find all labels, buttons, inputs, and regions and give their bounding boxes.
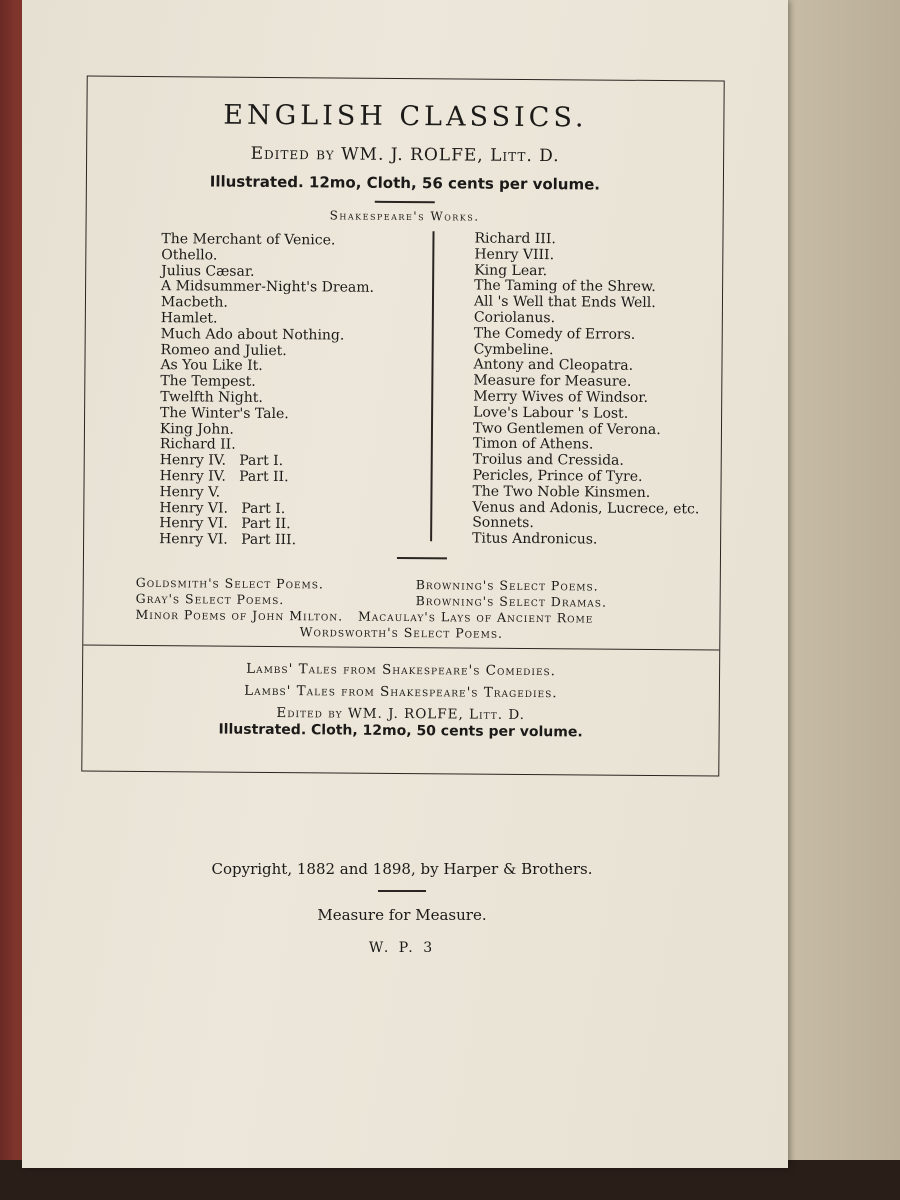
list-item: Antony and Cleopatra.	[473, 356, 634, 375]
list-item: Browning's Select Poems.	[415, 577, 599, 594]
list-item: Henry VI. Part I.	[159, 499, 286, 517]
list-item: Troilus and Cressida.	[472, 451, 624, 469]
works-heading: Shakespeare's Works.	[329, 208, 480, 224]
list-item: Pericles, Prince of Tyre.	[472, 467, 643, 485]
copyright-rule	[378, 890, 426, 892]
list-item: Julius Cæsar.	[161, 262, 255, 280]
copyright-line: Copyright, 1882 and 1898, by Harper & Brothers.	[211, 860, 593, 878]
poems-left	[136, 575, 324, 608]
left-play-list	[159, 232, 431, 550]
play-title: Measure for Measure.	[317, 906, 487, 924]
list-item: Hamlet.	[160, 310, 218, 327]
list-item: Henry VI. Part II.	[159, 515, 291, 533]
list-item: The Winter's Tale.	[160, 404, 289, 422]
list-item: Gray's Select Poems.	[135, 590, 285, 608]
list-item: The Two Noble Kinsmen.	[472, 483, 651, 501]
right-play-list	[472, 232, 724, 550]
list-item: Two Gentlemen of Verona.	[472, 420, 661, 438]
signature-mark: W. P. 3	[368, 940, 436, 956]
list-item: Love's Labour 's Lost.	[473, 404, 629, 422]
list-item: Sonnets.	[472, 514, 534, 532]
list-item: All 's Well that Ends Well.	[473, 293, 656, 312]
price-line-2: Illustrated. Cloth, 12mo, 50 cents per volume.	[218, 721, 583, 741]
list-item: Coriolanus.	[473, 309, 556, 327]
price-line: Illustrated. 12mo, Cloth, 56 cents per volume.	[209, 172, 601, 194]
title-rule	[375, 201, 435, 203]
list-item: Merry Wives of Windsor.	[473, 388, 648, 406]
list-item: The Tempest.	[160, 373, 256, 391]
list-item: King Lear.	[474, 262, 548, 279]
list-item: The Comedy of Errors.	[473, 325, 636, 343]
poems-center-line: Wordsworth's Select Poems.	[299, 624, 504, 641]
list-item: The Taming of the Shrew.	[474, 277, 656, 296]
list-item: Edited by WM. J. ROLFE, Litt. D.	[276, 705, 526, 723]
list-item: King John.	[159, 420, 234, 438]
list-item: Macbeth.	[160, 294, 228, 311]
list-item: Henry IV. Part II.	[159, 468, 289, 486]
divider-rule	[83, 644, 719, 650]
series-title: ENGLISH CLASSICS.	[223, 99, 588, 134]
list-item: Twelfth Night.	[160, 389, 263, 406]
adjacent-page-right	[770, 0, 900, 1200]
advertisement-box	[81, 76, 724, 777]
list-item: As You Like It.	[160, 357, 263, 375]
list-item: Venus and Adonis, Lucrece, etc.	[472, 499, 700, 517]
section-rule	[397, 557, 447, 559]
list-item: Othello.	[161, 246, 218, 264]
list-item: Lambs' Tales from Shakespeare's Tragedies.	[244, 682, 558, 702]
list-item: The Merchant of Venice.	[161, 231, 336, 249]
list-item: Henry IV. Part I.	[159, 452, 284, 470]
list-item: Lambs' Tales from Shakespeare's Comedies.	[246, 660, 557, 680]
list-item: A Midsummer-Night's Dream.	[161, 278, 375, 297]
list-item: Henry VIII.	[474, 246, 555, 263]
list-item: Richard II.	[159, 436, 236, 454]
list-item: Henry V.	[159, 483, 221, 501]
list-item: Measure for Measure.	[473, 372, 632, 390]
list-item: Cymbeline.	[473, 341, 554, 358]
editor-line: Edited by WM. J. ROLFE, Litt. D.	[250, 143, 560, 167]
poems-wide-line: Minor Poems of John Milton. Macaulay's Lays of Ancient Rome	[135, 606, 594, 626]
list-item: Goldsmith's Select Poems.	[135, 574, 325, 592]
list-item: Timon of Athens.	[472, 435, 594, 453]
list-item: Titus Andronicus.	[472, 530, 598, 548]
list-item: Henry VI. Part III.	[159, 531, 297, 549]
book-page	[22, 0, 788, 1168]
list-item: Richard III.	[474, 230, 556, 248]
list-item: Much Ado about Nothing.	[160, 325, 345, 344]
poems-right	[416, 577, 608, 611]
lambs-tales	[83, 656, 719, 727]
list-item: Romeo and Juliet.	[160, 341, 287, 359]
list-item: Browning's Select Dramas.	[415, 593, 608, 610]
